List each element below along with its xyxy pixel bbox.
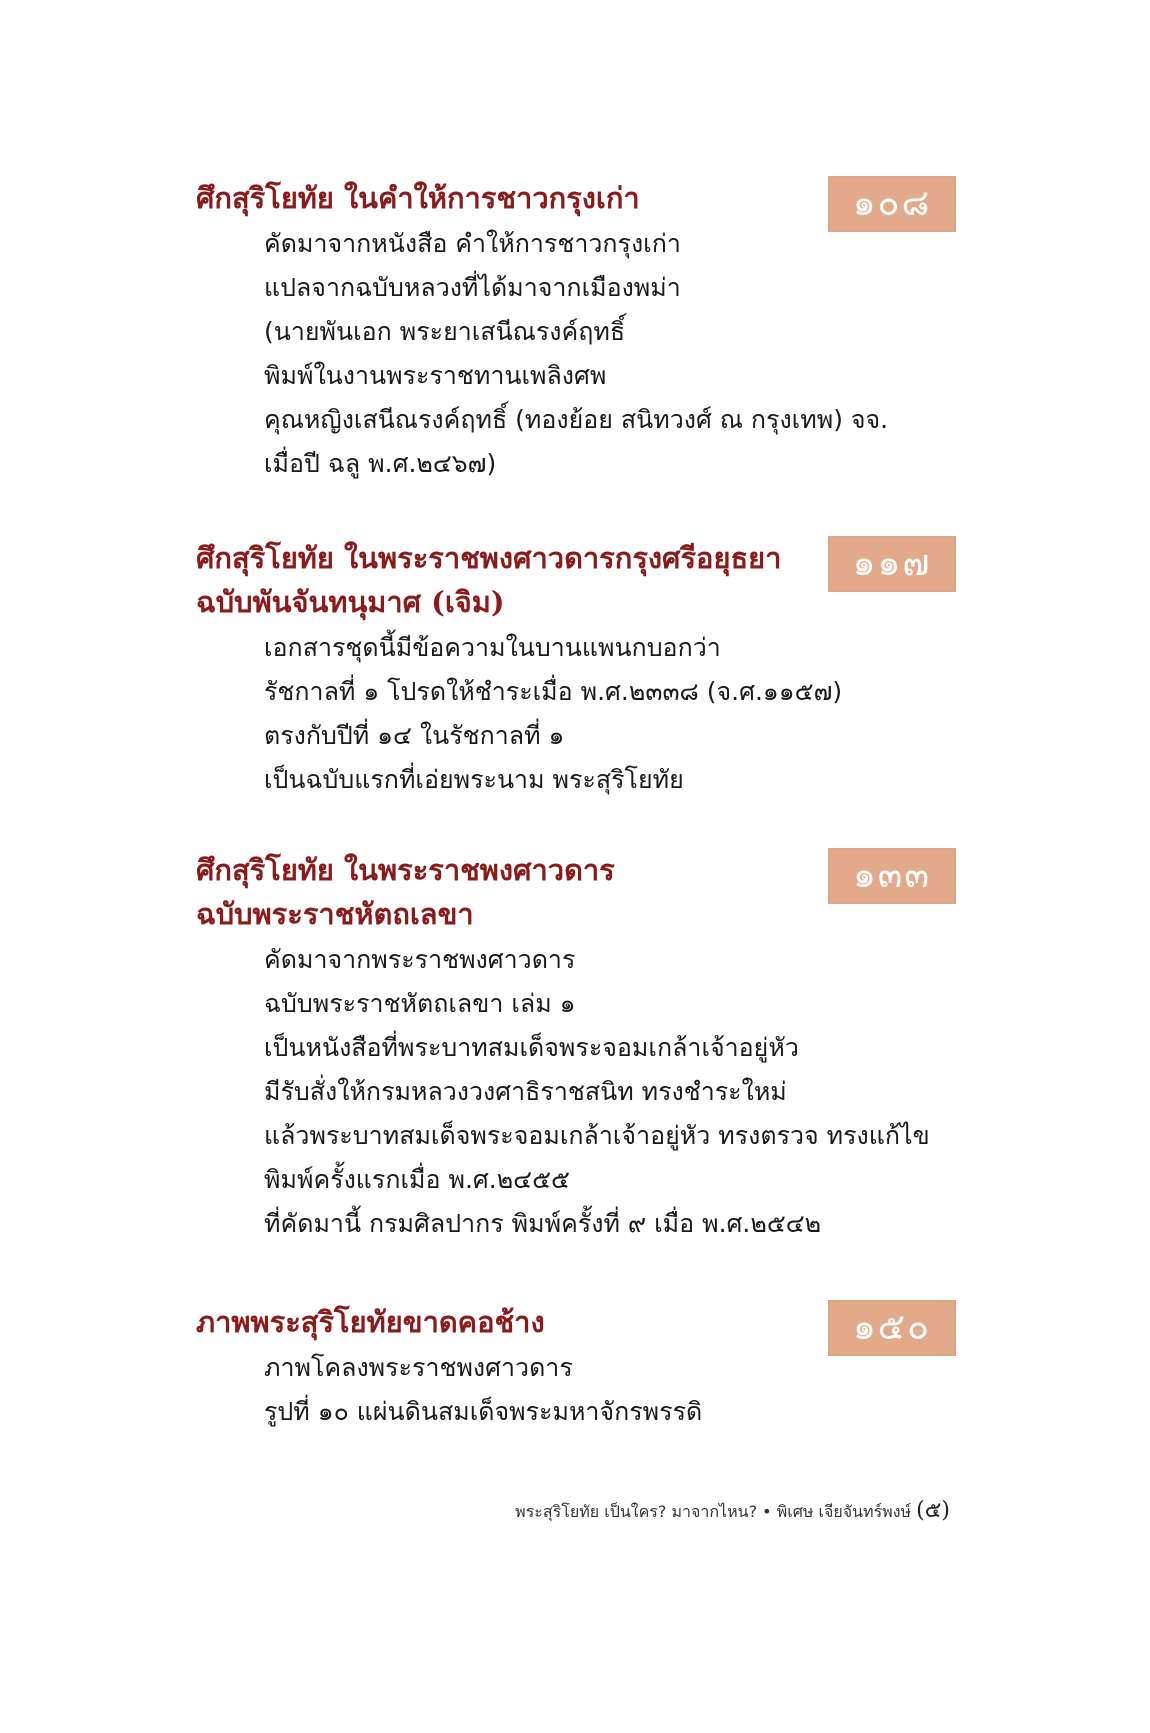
toc-entry — [196, 176, 956, 486]
description-line: เป็นหนังสือที่พระบาทสมเด็จพระจอมเกล้าเจ้าอยู่หัว — [264, 1033, 799, 1062]
toc-entry — [196, 1300, 956, 1434]
description-line: ฉบับพระราชหัตถเลขา เล่ม ๑ — [264, 989, 576, 1018]
description-line: แปลจากฉบับหลวงที่ได้มาจากเมืองพม่า — [264, 273, 681, 302]
description-line: ตรงกับปีที่ ๑๔ ในรัชกาลที่ ๑ — [264, 721, 565, 750]
page-number-badge: ๑๑๗ — [828, 536, 956, 592]
footer-page-number: (๕) — [916, 1498, 950, 1523]
description-line: คัดมาจากพระราชพงศาวดาร — [264, 945, 576, 974]
running-footer — [515, 1492, 950, 1527]
description-line: คัดมาจากหนังสือ คำให้การชาวกรุงเก่า — [264, 229, 681, 258]
description-line: ที่คัดมานี้ กรมศิลปากร พิมพ์ครั้งที่ ๙ เมื่อ พ.ศ.๒๕๔๒ — [264, 1209, 822, 1238]
toc-entry — [196, 848, 956, 1246]
description-line: คุณหญิงเสนีณรงค์ฤทธิ์ (ทองย้อย สนิทวงศ์ ณ กรุงเทพ) จจ. — [264, 405, 889, 434]
entry-description — [264, 1346, 956, 1434]
page-number-badge: ๑๕๐ — [828, 1300, 956, 1356]
page-number-badge: ๑๓๓ — [828, 848, 956, 904]
description-line: พิมพ์ครั้งแรกเมื่อ พ.ศ.๒๔๕๕ — [264, 1165, 570, 1194]
description-line: เมื่อปี ฉลู พ.ศ.๒๔๖๗) — [264, 449, 497, 478]
description-line: รูปที่ ๑๐ แผ่นดินสมเด็จพระมหาจักรพรรดิ — [264, 1397, 703, 1426]
entry-title-line: ฉบับพระราชหัตถเลขา — [196, 897, 474, 931]
entry-title-line: ศึกสุริโยทัย ในคำให้การชาวกรุงเก่า — [196, 181, 640, 215]
entry-title-line: ฉบับพันจันทนุมาศ (เจิม) — [196, 585, 505, 619]
entry-title-line: ภาพพระสุริโยทัยขาดคอช้าง — [196, 1305, 545, 1339]
entry-description — [264, 222, 956, 486]
description-line: เอกสารชุดนี้มีข้อความในบานแพนกบอกว่า — [264, 633, 721, 662]
entry-title-line: ศึกสุริโยทัย ในพระราชพงศาวดารกรุงศรีอยุธยา — [196, 541, 782, 575]
description-line: (นายพันเอก พระยาเสนีณรงค์ฤทธิ์ — [264, 317, 626, 346]
description-line: รัชกาลที่ ๑ โปรดให้ชำระเมื่อ พ.ศ.๒๓๓๘ (จ.ศ.๑๑๕๗) — [264, 677, 843, 706]
description-line: เป็นฉบับแรกที่เอ่ยพระนาม พระสุริโยทัย — [264, 765, 684, 794]
footer-text: พระสุริโยทัย เป็นใคร? มาจากไหน? • พิเศษ เจียจันทร์พงษ์ — [515, 1502, 912, 1521]
description-line: แล้วพระบาทสมเด็จพระจอมเกล้าเจ้าอยู่หัว ทรงตรวจ ทรงแก้ไข — [264, 1121, 930, 1150]
description-line: มีรับสั่งให้กรมหลวงวงศาธิราชสนิท ทรงชำระใหม่ — [264, 1077, 787, 1106]
entry-description — [264, 938, 956, 1246]
entry-title-line: ศึกสุริโยทัย ในพระราชพงศาวดาร — [196, 853, 615, 887]
page-number-badge: ๑๐๘ — [828, 176, 956, 232]
description-line: พิมพ์ในงานพระราชทานเพลิงศพ — [264, 361, 607, 390]
entry-description — [264, 626, 956, 802]
description-line: ภาพโคลงพระราชพงศาวดาร — [264, 1353, 573, 1382]
toc-entry — [196, 536, 956, 802]
